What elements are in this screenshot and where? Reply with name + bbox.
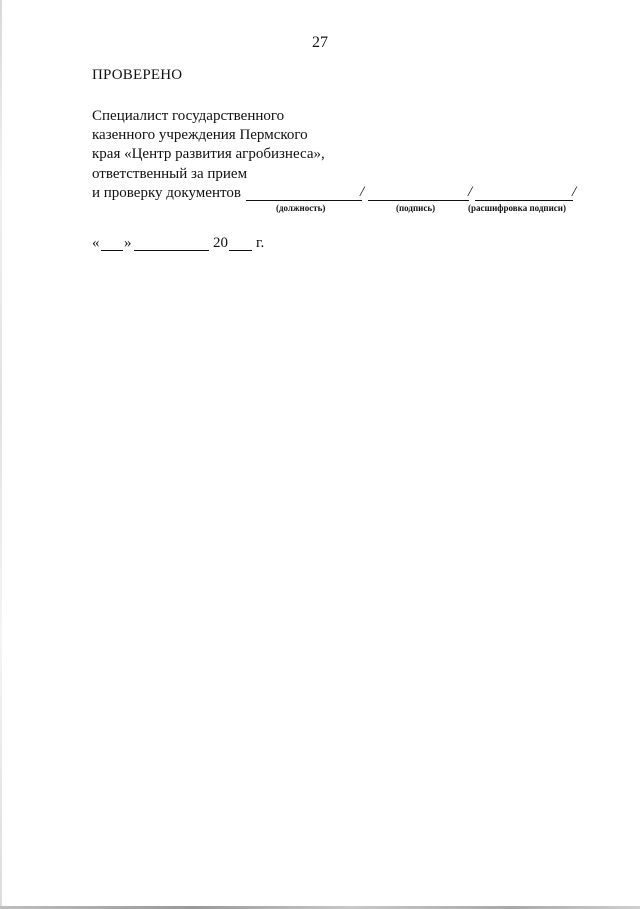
date-year-suffix: г. bbox=[256, 235, 265, 251]
blank-day bbox=[101, 250, 123, 251]
heading-checked: ПРОВЕРЕНО bbox=[92, 67, 183, 83]
body-line-2: казенного учреждения Пермского bbox=[92, 127, 308, 143]
date-line bbox=[92, 235, 292, 255]
signature-lead-text: и проверку документов bbox=[92, 185, 241, 201]
date-close-quote: » bbox=[124, 235, 132, 251]
blank-position bbox=[246, 200, 362, 201]
separator-3: / bbox=[572, 184, 577, 200]
date-year-prefix: 20 bbox=[213, 235, 228, 251]
blank-month bbox=[134, 250, 209, 251]
separator-1: / bbox=[360, 184, 365, 200]
blank-year bbox=[229, 250, 252, 251]
separator-2: / bbox=[468, 184, 473, 200]
body-line-4: ответственный за прием bbox=[92, 166, 248, 182]
blank-decoding bbox=[475, 200, 573, 201]
date-open-quote: « bbox=[92, 235, 100, 251]
caption-signature: (подпись) bbox=[396, 203, 436, 213]
page-number: 27 bbox=[312, 34, 328, 51]
caption-decoding: (расшифровка подписи) bbox=[468, 203, 566, 213]
scan-edge-left bbox=[0, 0, 2, 909]
body-line-3: края «Центр развития агробизнеса», bbox=[92, 146, 325, 162]
caption-position: (должность) bbox=[276, 203, 326, 213]
blank-signature bbox=[368, 200, 469, 201]
body-line-1: Специалист государственного bbox=[92, 108, 285, 124]
